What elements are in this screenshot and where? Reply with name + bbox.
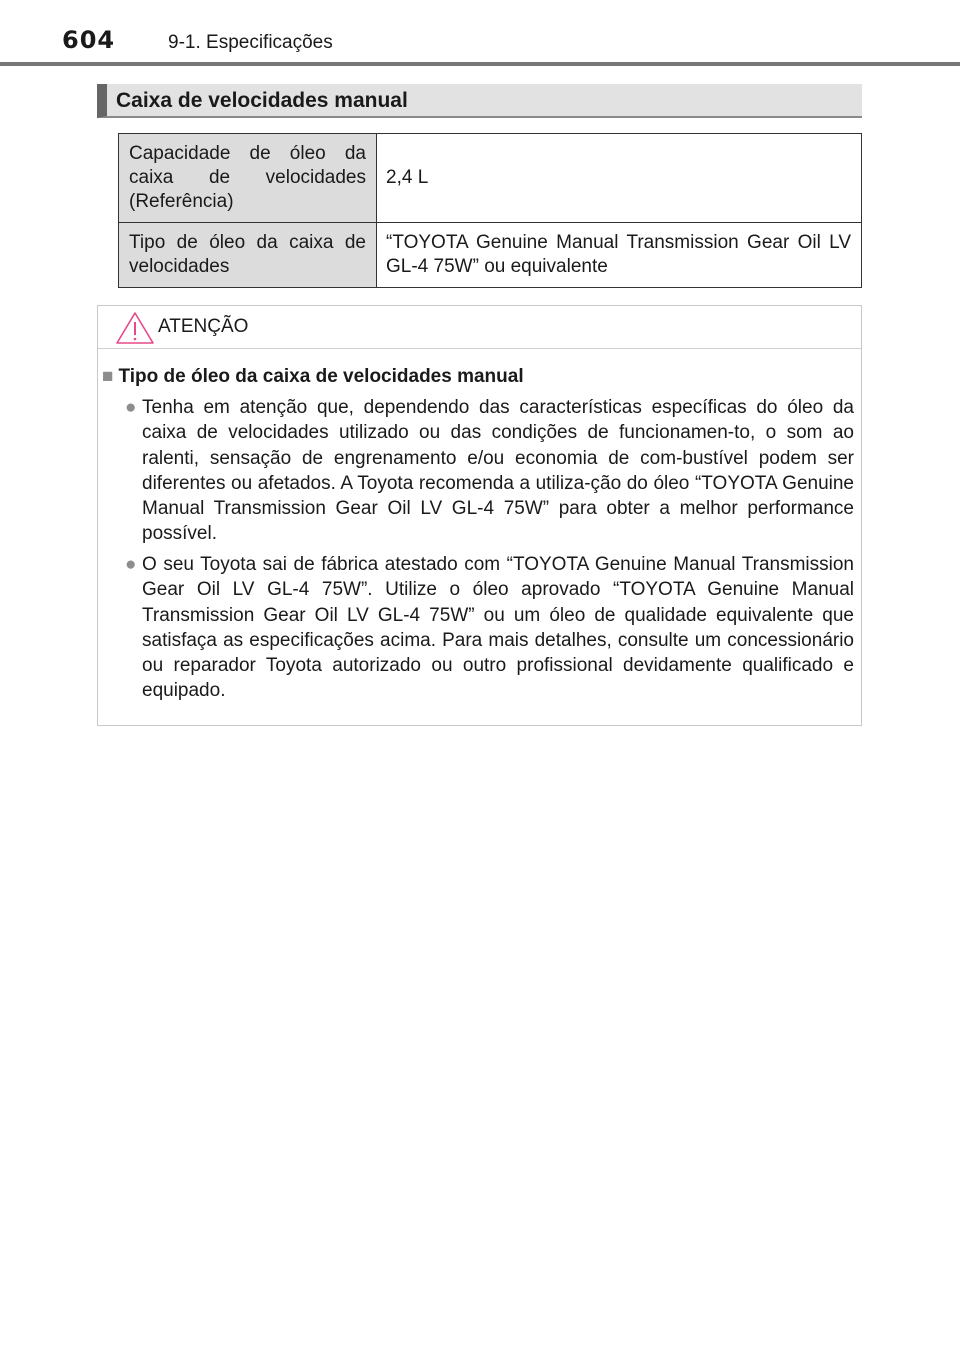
table-cell-value: “TOYOTA Genuine Manual Transmission Gear Oil LV GL-4 75W” ou equivalente — [377, 223, 862, 288]
list-item-text: O seu Toyota sai de fábrica atestado com “TOYOTA Genuine Manual Transmission Gear Oil LV GL-4 75W”. Utilize o óleo aprovado “TOYOTA Genuine Manual Transmission Gear Oil LV GL-4 75W” ou um óleo de qualidade equivalente que satisfaça as especificações acima. Para mais detalhes, consulte um concessionário ou reparador Toyota autorizado ou outro profissional devidamente qualificado e equipado. — [142, 554, 854, 702]
table-row — [119, 223, 862, 288]
section-title: Caixa de velocidades manual — [116, 89, 408, 112]
table-cell-label: Tipo de óleo da caixa de velocidades — [119, 223, 377, 288]
caution-title: ATENÇÃO — [158, 316, 249, 337]
caution-subheading-text: Tipo de óleo da caixa de velocidades manual — [118, 366, 524, 387]
list-item-text: Tenha em atenção que, dependendo das características específicas do óleo da caixa de velocidades utilizado ou das condições de funcionamen-to, o som ao ralenti, sensação de engrenamento e/ou economia de com-bustível podem ser diferentes ou afetados. A Toyota recomenda a utiliza-ção do óleo “TOYOTA Genuine Manual Transmission Gear Oil LV GL-4 75W” para obter a melhor performance possível. — [142, 397, 854, 545]
section-title-bar — [97, 84, 862, 118]
table-row — [119, 134, 862, 223]
circle-bullet-icon: ● — [125, 397, 137, 418]
section-path: 9-1. Especificações — [168, 32, 333, 53]
page-header — [0, 0, 960, 70]
caution-box — [97, 305, 862, 726]
list-item — [125, 552, 854, 704]
page-number: 604 — [62, 26, 116, 54]
header-rule — [0, 62, 960, 66]
list-item — [125, 395, 854, 547]
caution-subheading — [102, 366, 524, 388]
warning-triangle-icon — [115, 311, 155, 345]
circle-bullet-icon: ● — [125, 554, 137, 575]
spec-table — [118, 133, 862, 288]
square-bullet-icon: ■ — [102, 366, 114, 387]
caution-header — [98, 306, 861, 349]
table-cell-value: 2,4 L — [377, 134, 862, 223]
table-cell-label: Capacidade de óleo da caixa de velocidades (Referência) — [119, 134, 377, 223]
